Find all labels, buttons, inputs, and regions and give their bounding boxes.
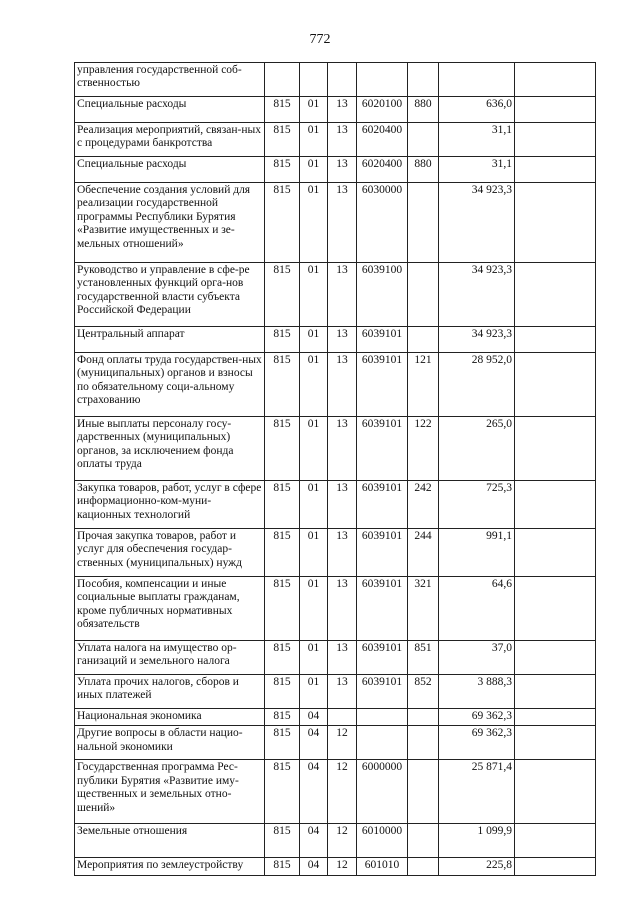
cell-extra bbox=[515, 63, 596, 97]
cell-target-article: 6020400 bbox=[357, 123, 408, 157]
cell-extra bbox=[515, 353, 596, 417]
cell-subsection: 12 bbox=[328, 858, 357, 875]
cell-section: 01 bbox=[300, 481, 328, 529]
cell-name: Государственная программа Рес-публики Бурятия «Развитие иму-щественных и земельных отно-шений» bbox=[75, 760, 265, 824]
cell-amount: 636,0 bbox=[439, 97, 515, 123]
cell-name: Фонд оплаты труда государствен-ных (муниципальных) органов и взносы по обязательному соци-альному страхованию bbox=[75, 353, 265, 417]
cell-amount bbox=[439, 63, 515, 97]
cell-extra bbox=[515, 123, 596, 157]
cell-subsection: 12 bbox=[328, 824, 357, 858]
cell-name: Национальная экономика bbox=[75, 709, 265, 726]
cell-subsection: 12 bbox=[328, 726, 357, 760]
cell-section: 01 bbox=[300, 641, 328, 675]
table-row bbox=[75, 709, 596, 726]
cell-target-article: 6039101 bbox=[357, 481, 408, 529]
cell-expense-type: 321 bbox=[408, 577, 439, 641]
cell-expense-type bbox=[408, 760, 439, 824]
page-number: 772 bbox=[309, 32, 331, 47]
cell-grbs: 815 bbox=[265, 726, 300, 760]
cell-subsection: 13 bbox=[328, 353, 357, 417]
cell-target-article: 6039101 bbox=[357, 577, 408, 641]
cell-extra bbox=[515, 760, 596, 824]
table-row bbox=[75, 529, 596, 577]
table-row bbox=[75, 327, 596, 353]
cell-expense-type bbox=[408, 183, 439, 263]
cell-grbs: 815 bbox=[265, 529, 300, 577]
cell-target-article: 6039101 bbox=[357, 353, 408, 417]
cell-grbs: 815 bbox=[265, 641, 300, 675]
cell-extra bbox=[515, 577, 596, 641]
cell-target-article bbox=[357, 726, 408, 760]
cell-name: Уплата прочих налогов, сборов и иных платежей bbox=[75, 675, 265, 709]
cell-target-article: 6010000 bbox=[357, 824, 408, 858]
cell-subsection: 13 bbox=[328, 97, 357, 123]
cell-name: Закупка товаров, работ, услуг в сфере информационно-ком-муни-кационных технологий bbox=[75, 481, 265, 529]
table-row bbox=[75, 858, 596, 875]
cell-name: Руководство и управление в сфе-ре установленных функций орга-нов государственной власти субъекта Российской Федерации bbox=[75, 263, 265, 327]
cell-target-article: 6039101 bbox=[357, 675, 408, 709]
cell-subsection: 13 bbox=[328, 417, 357, 481]
cell-name: Специальные расходы bbox=[75, 97, 265, 123]
cell-expense-type: 242 bbox=[408, 481, 439, 529]
cell-section: 01 bbox=[300, 157, 328, 183]
cell-target-article: 6039100 bbox=[357, 263, 408, 327]
cell-amount: 37,0 bbox=[439, 641, 515, 675]
cell-extra bbox=[515, 709, 596, 726]
table-row bbox=[75, 353, 596, 417]
cell-extra bbox=[515, 481, 596, 529]
cell-section: 01 bbox=[300, 327, 328, 353]
table-row bbox=[75, 183, 596, 263]
cell-target-article bbox=[357, 709, 408, 726]
cell-extra bbox=[515, 263, 596, 327]
cell-target-article: 6039101 bbox=[357, 417, 408, 481]
cell-amount: 3 888,3 bbox=[439, 675, 515, 709]
cell-amount: 1 099,9 bbox=[439, 824, 515, 858]
cell-target-article: 601010 bbox=[357, 858, 408, 875]
cell-subsection bbox=[328, 63, 357, 97]
budget-table bbox=[74, 62, 596, 876]
cell-section: 04 bbox=[300, 824, 328, 858]
cell-amount: 265,0 bbox=[439, 417, 515, 481]
table-row bbox=[75, 577, 596, 641]
cell-target-article: 6039101 bbox=[357, 641, 408, 675]
cell-expense-type bbox=[408, 709, 439, 726]
cell-target-article: 6020100 bbox=[357, 97, 408, 123]
cell-expense-type: 880 bbox=[408, 157, 439, 183]
cell-target-article bbox=[357, 63, 408, 97]
cell-extra bbox=[515, 529, 596, 577]
cell-amount: 725,3 bbox=[439, 481, 515, 529]
cell-name: Обеспечение создания условий для реализации государственной программы Республики Бурятия «Развитие имущественных и зе-мельных отношений» bbox=[75, 183, 265, 263]
cell-target-article: 6030000 bbox=[357, 183, 408, 263]
cell-amount: 225,8 bbox=[439, 858, 515, 875]
cell-target-article: 6020400 bbox=[357, 157, 408, 183]
table-row bbox=[75, 123, 596, 157]
cell-section bbox=[300, 63, 328, 97]
cell-section: 04 bbox=[300, 760, 328, 824]
cell-subsection: 13 bbox=[328, 123, 357, 157]
cell-amount: 25 871,4 bbox=[439, 760, 515, 824]
cell-expense-type bbox=[408, 824, 439, 858]
cell-expense-type: 122 bbox=[408, 417, 439, 481]
cell-amount: 34 923,3 bbox=[439, 183, 515, 263]
cell-section: 01 bbox=[300, 263, 328, 327]
cell-grbs: 815 bbox=[265, 353, 300, 417]
cell-extra bbox=[515, 157, 596, 183]
cell-section: 01 bbox=[300, 183, 328, 263]
table-row bbox=[75, 63, 596, 97]
cell-grbs bbox=[265, 63, 300, 97]
cell-expense-type: 244 bbox=[408, 529, 439, 577]
cell-amount: 69 362,3 bbox=[439, 726, 515, 760]
cell-grbs: 815 bbox=[265, 327, 300, 353]
cell-expense-type: 121 bbox=[408, 353, 439, 417]
cell-grbs: 815 bbox=[265, 577, 300, 641]
cell-subsection: 13 bbox=[328, 263, 357, 327]
table-row bbox=[75, 641, 596, 675]
cell-subsection: 13 bbox=[328, 481, 357, 529]
cell-name: Специальные расходы bbox=[75, 157, 265, 183]
cell-name: Мероприятия по землеустройству bbox=[75, 858, 265, 875]
cell-amount: 34 923,3 bbox=[439, 327, 515, 353]
cell-amount: 34 923,3 bbox=[439, 263, 515, 327]
cell-expense-type bbox=[408, 63, 439, 97]
cell-name: Уплата налога на имущество ор-ганизаций и земельного налога bbox=[75, 641, 265, 675]
table-row bbox=[75, 726, 596, 760]
cell-name: Реализация мероприятий, связан-ных с процедурами банкротства bbox=[75, 123, 265, 157]
cell-section: 01 bbox=[300, 97, 328, 123]
cell-subsection bbox=[328, 709, 357, 726]
cell-extra bbox=[515, 858, 596, 875]
cell-subsection: 13 bbox=[328, 641, 357, 675]
cell-expense-type bbox=[408, 726, 439, 760]
cell-extra bbox=[515, 327, 596, 353]
cell-extra bbox=[515, 675, 596, 709]
cell-subsection: 13 bbox=[328, 327, 357, 353]
cell-subsection: 12 bbox=[328, 760, 357, 824]
cell-grbs: 815 bbox=[265, 760, 300, 824]
cell-amount: 64,6 bbox=[439, 577, 515, 641]
cell-extra bbox=[515, 726, 596, 760]
cell-section: 04 bbox=[300, 709, 328, 726]
cell-subsection: 13 bbox=[328, 157, 357, 183]
cell-target-article: 6000000 bbox=[357, 760, 408, 824]
cell-target-article: 6039101 bbox=[357, 327, 408, 353]
cell-name: Другие вопросы в области нацио-нальной экономики bbox=[75, 726, 265, 760]
cell-subsection: 13 bbox=[328, 183, 357, 263]
cell-grbs: 815 bbox=[265, 97, 300, 123]
cell-grbs: 815 bbox=[265, 824, 300, 858]
cell-section: 01 bbox=[300, 353, 328, 417]
cell-grbs: 815 bbox=[265, 417, 300, 481]
cell-name: Пособия, компенсации и иные социальные выплаты гражданам, кроме публичных нормативных обязательств bbox=[75, 577, 265, 641]
cell-section: 04 bbox=[300, 726, 328, 760]
cell-grbs: 815 bbox=[265, 123, 300, 157]
cell-amount: 991,1 bbox=[439, 529, 515, 577]
cell-grbs: 815 bbox=[265, 858, 300, 875]
cell-section: 04 bbox=[300, 858, 328, 875]
table-row bbox=[75, 157, 596, 183]
cell-grbs: 815 bbox=[265, 157, 300, 183]
cell-section: 01 bbox=[300, 675, 328, 709]
cell-section: 01 bbox=[300, 577, 328, 641]
cell-expense-type bbox=[408, 263, 439, 327]
cell-section: 01 bbox=[300, 529, 328, 577]
cell-name: Прочая закупка товаров, работ и услуг для обеспечения государ-ственных (муниципальных) нужд bbox=[75, 529, 265, 577]
table-row bbox=[75, 760, 596, 824]
cell-grbs: 815 bbox=[265, 263, 300, 327]
cell-extra bbox=[515, 97, 596, 123]
cell-name: Центральный аппарат bbox=[75, 327, 265, 353]
cell-grbs: 815 bbox=[265, 709, 300, 726]
cell-expense-type: 851 bbox=[408, 641, 439, 675]
cell-amount: 31,1 bbox=[439, 123, 515, 157]
cell-expense-type: 852 bbox=[408, 675, 439, 709]
cell-subsection: 13 bbox=[328, 577, 357, 641]
cell-amount: 31,1 bbox=[439, 157, 515, 183]
cell-section: 01 bbox=[300, 417, 328, 481]
cell-extra bbox=[515, 824, 596, 858]
cell-grbs: 815 bbox=[265, 675, 300, 709]
table-row bbox=[75, 263, 596, 327]
cell-extra bbox=[515, 641, 596, 675]
cell-expense-type bbox=[408, 858, 439, 875]
cell-amount: 28 952,0 bbox=[439, 353, 515, 417]
cell-name: Земельные отношения bbox=[75, 824, 265, 858]
cell-extra bbox=[515, 417, 596, 481]
cell-target-article: 6039101 bbox=[357, 529, 408, 577]
cell-expense-type: 880 bbox=[408, 97, 439, 123]
cell-extra bbox=[515, 183, 596, 263]
table-row bbox=[75, 417, 596, 481]
cell-expense-type bbox=[408, 327, 439, 353]
table-row bbox=[75, 481, 596, 529]
cell-grbs: 815 bbox=[265, 481, 300, 529]
cell-name: управления государственной соб-ственностью bbox=[75, 63, 265, 97]
table-row bbox=[75, 97, 596, 123]
cell-expense-type bbox=[408, 123, 439, 157]
cell-subsection: 13 bbox=[328, 675, 357, 709]
cell-amount: 69 362,3 bbox=[439, 709, 515, 726]
table-body bbox=[75, 63, 596, 876]
table-row bbox=[75, 675, 596, 709]
cell-section: 01 bbox=[300, 123, 328, 157]
table-row bbox=[75, 824, 596, 858]
cell-name: Иные выплаты персоналу госу-дарственных (муниципальных) органов, за исключением фонда оплаты труда bbox=[75, 417, 265, 481]
cell-grbs: 815 bbox=[265, 183, 300, 263]
cell-subsection: 13 bbox=[328, 529, 357, 577]
